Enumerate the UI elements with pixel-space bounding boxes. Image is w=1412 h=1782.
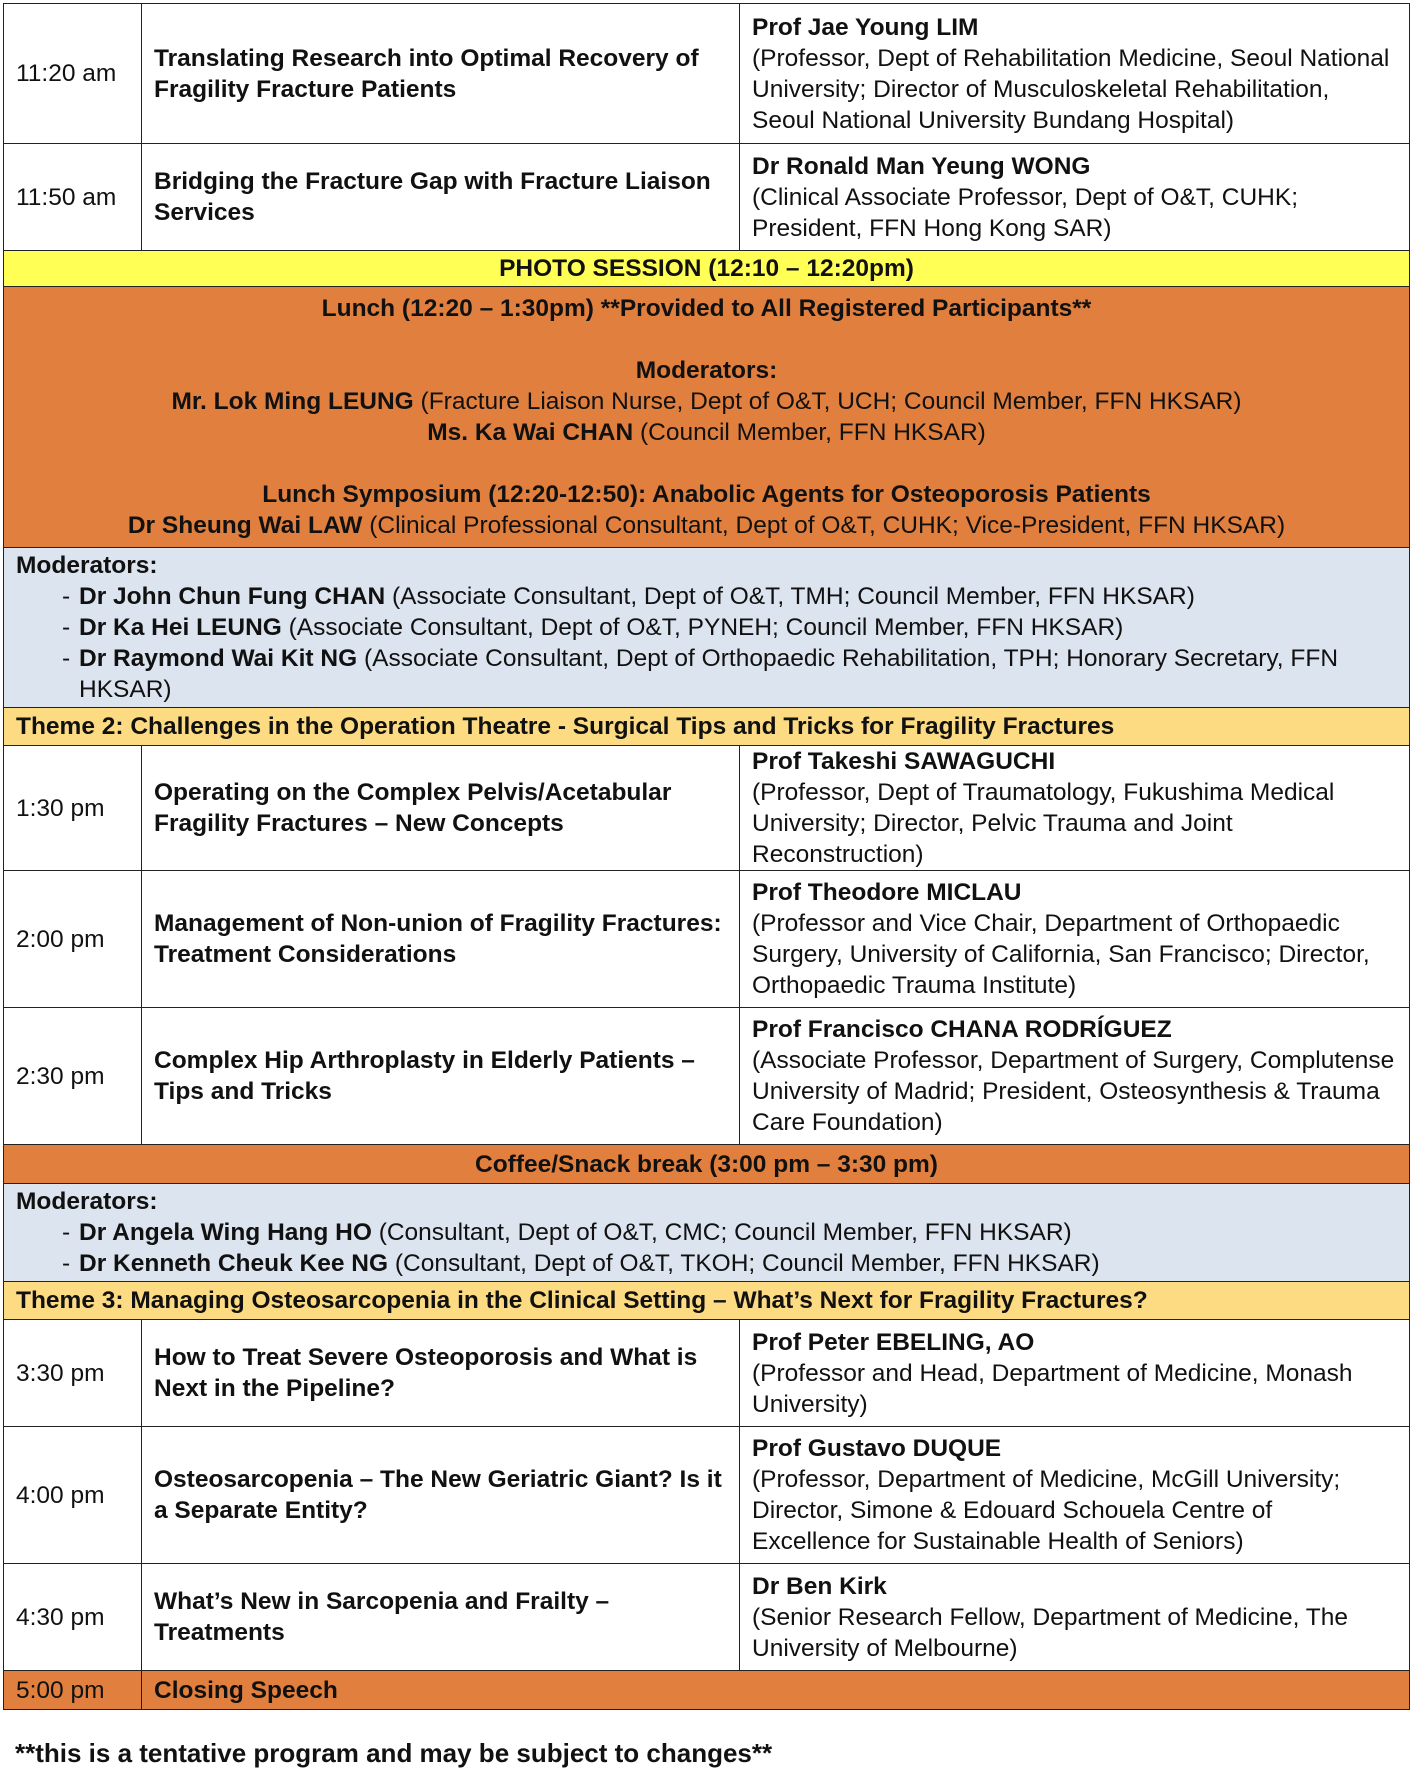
program-table bbox=[3, 3, 1410, 1710]
speaker-name: Prof Peter EBELING, AO bbox=[752, 1328, 1035, 1356]
speaker-name: Dr Ben Kirk bbox=[752, 1572, 887, 1600]
speaker-affiliation: (Professor and Head, Department of Medicine, Monash University) bbox=[752, 1359, 1353, 1418]
moderator-item: - Dr Angela Wing Hang HO (Consultant, Dept of O&T, CMC; Council Member, FFN HKSAR) bbox=[62, 1219, 1072, 1246]
moderator-item: - Dr John Chun Fung CHAN (Associate Consultant, Dept of O&T, TMH; Council Member, FFN HKSAR) bbox=[62, 583, 1195, 610]
speaker-affiliation: (Professor, Dept of Rehabilitation Medicine, Seoul National University; Director of Musculoskeletal Rehabilitation, Seoul National University Bundang Hospital) bbox=[752, 44, 1390, 134]
session-title: Complex Hip Arthroplasty in Elderly Patients – Tips and Tricks bbox=[142, 1008, 740, 1145]
closing-row bbox=[4, 1671, 1410, 1710]
session-title: Management of Non-union of Fragility Fractures: Treatment Considerations bbox=[142, 871, 740, 1008]
lunch-block bbox=[4, 287, 1410, 548]
speaker-affiliation: (Professor and Vice Chair, Department of Orthopaedic Surgery, University of California, San Francisco; Director, Orthopaedic Trauma Institute) bbox=[752, 910, 1370, 999]
session-row bbox=[4, 746, 1410, 871]
session-time: 5:00 pm bbox=[4, 1671, 142, 1710]
symposium-title: Lunch Symposium (12:20-12:50): Anabolic Agents for Osteoporosis Patients bbox=[262, 481, 1151, 508]
speaker-affiliation: (Senior Research Fellow, Department of Medicine, The University of Melbourne) bbox=[752, 1603, 1348, 1662]
session-row bbox=[4, 871, 1410, 1008]
session-speaker bbox=[740, 871, 1410, 1008]
lunch-row bbox=[4, 287, 1410, 548]
theme-row bbox=[4, 1282, 1410, 1320]
session-time: 3:30 pm bbox=[4, 1320, 142, 1427]
session-time: 2:30 pm bbox=[4, 1008, 142, 1145]
moderator-item: - Dr Raymond Wai Kit NG (Associate Consultant, Dept of Orthopaedic Rehabilitation, TPH; Honorary Secretary, FFN HKSAR) bbox=[62, 645, 1339, 703]
coffee-break-label: Coffee/Snack break (3:00 pm – 3:30 pm) bbox=[4, 1145, 1410, 1184]
session-title: Osteosarcopenia – The New Geriatric Giant? Is it a Separate Entity? bbox=[142, 1427, 740, 1564]
session-speaker bbox=[740, 746, 1410, 871]
session-title: Translating Research into Optimal Recovery of Fragility Fracture Patients bbox=[142, 4, 740, 144]
speaker-affiliation: (Clinical Associate Professor, Dept of O&T, CUHK; President, FFN Hong Kong SAR) bbox=[752, 183, 1298, 242]
speaker-name: Prof Gustavo DUQUE bbox=[752, 1435, 1002, 1462]
speaker-name: Prof Theodore MICLAU bbox=[752, 879, 1022, 906]
session-row bbox=[4, 144, 1410, 251]
photo-session-label: PHOTO SESSION (12:10 – 12:20pm) bbox=[4, 251, 1410, 287]
lunch-moderator: Mr. Lok Ming LEUNG (Fracture Liaison Nurse, Dept of O&T, UCH; Council Member, FFN HKSAR) bbox=[171, 388, 1242, 415]
moderators-row bbox=[4, 548, 1410, 708]
lunch-moderator: Ms. Ka Wai CHAN (Council Member, FFN HKSAR) bbox=[427, 419, 986, 446]
moderators-block bbox=[4, 1184, 1410, 1282]
session-row bbox=[4, 1564, 1410, 1671]
session-row bbox=[4, 4, 1410, 144]
speaker-affiliation: (Professor, Dept of Traumatology, Fukushima Medical University; Director, Pelvic Trauma and Joint Reconstruction) bbox=[752, 779, 1335, 868]
symposium-speaker: Dr Sheung Wai LAW (Clinical Professional Consultant, Dept of O&T, CUHK; Vice-President, FFN HKSAR) bbox=[127, 512, 1286, 539]
session-title: How to Treat Severe Osteoporosis and What is Next in the Pipeline? bbox=[142, 1320, 740, 1427]
photo-session-row bbox=[4, 251, 1410, 287]
theme-2-title: Theme 2: Challenges in the Operation Theatre - Surgical Tips and Tricks for Fragility Fractures bbox=[4, 708, 1410, 746]
session-speaker bbox=[740, 1427, 1410, 1564]
speaker-name: Prof Francisco CHANA RODRÍGUEZ bbox=[752, 1016, 1172, 1043]
session-time: 4:30 pm bbox=[4, 1564, 142, 1671]
footnote: **this is a tentative program and may be subject to changes** bbox=[15, 1738, 773, 1768]
moderators-row bbox=[4, 1184, 1410, 1282]
session-speaker bbox=[740, 1008, 1410, 1145]
session-speaker bbox=[740, 1320, 1410, 1427]
session-time: 2:00 pm bbox=[4, 871, 142, 1008]
theme-3-title: Theme 3: Managing Osteosarcopenia in the Clinical Setting – What’s Next for Fragility Fractures? bbox=[4, 1282, 1410, 1320]
lunch-moderators-label: Moderators: bbox=[635, 357, 778, 384]
coffee-break-row bbox=[4, 1145, 1410, 1184]
session-time: 11:50 am bbox=[4, 144, 142, 251]
speaker-name: Dr Ronald Man Yeung WONG bbox=[752, 152, 1091, 180]
moderator-item: - Dr Kenneth Cheuk Kee NG (Consultant, Dept of O&T, TKOH; Council Member, FFN HKSAR) bbox=[62, 1250, 1100, 1277]
session-time: 1:30 pm bbox=[4, 746, 142, 871]
moderators-block bbox=[4, 548, 1410, 708]
session-row bbox=[4, 1427, 1410, 1564]
speaker-name: Prof Jae Young LIM bbox=[752, 13, 979, 41]
session-speaker bbox=[740, 4, 1410, 144]
speaker-affiliation: (Professor, Department of Medicine, McGill University; Director, Simone & Edouard Schouela Centre of Excellence for Sustainable Health of Seniors) bbox=[752, 1466, 1341, 1555]
speaker-affiliation: (Associate Professor, Department of Surgery, Complutense University of Madrid; President, Osteosynthesis & Trauma Care Foundation) bbox=[752, 1047, 1395, 1136]
lunch-title: Lunch (12:20 – 1:30pm) **Provided to All Registered Participants** bbox=[321, 295, 1092, 322]
speaker-name: Prof Takeshi SAWAGUCHI bbox=[752, 748, 1056, 775]
session-title: What’s New in Sarcopenia and Frailty – Treatments bbox=[142, 1564, 740, 1671]
session-speaker bbox=[740, 1564, 1410, 1671]
moderators-label: Moderators: bbox=[16, 1188, 158, 1215]
session-time: 11:20 am bbox=[4, 4, 142, 144]
moderator-item: - Dr Ka Hei LEUNG (Associate Consultant, Dept of O&T, PYNEH; Council Member, FFN HKSAR) bbox=[62, 614, 1124, 641]
moderators-label: Moderators: bbox=[16, 552, 158, 579]
session-title: Closing Speech bbox=[142, 1671, 1410, 1710]
session-time: 4:00 pm bbox=[4, 1427, 142, 1564]
session-speaker bbox=[740, 144, 1410, 251]
session-row bbox=[4, 1008, 1410, 1145]
theme-row bbox=[4, 708, 1410, 746]
session-row bbox=[4, 1320, 1410, 1427]
session-title: Operating on the Complex Pelvis/Acetabular Fragility Fractures – New Concepts bbox=[142, 746, 740, 871]
session-title: Bridging the Fracture Gap with Fracture Liaison Services bbox=[142, 144, 740, 251]
